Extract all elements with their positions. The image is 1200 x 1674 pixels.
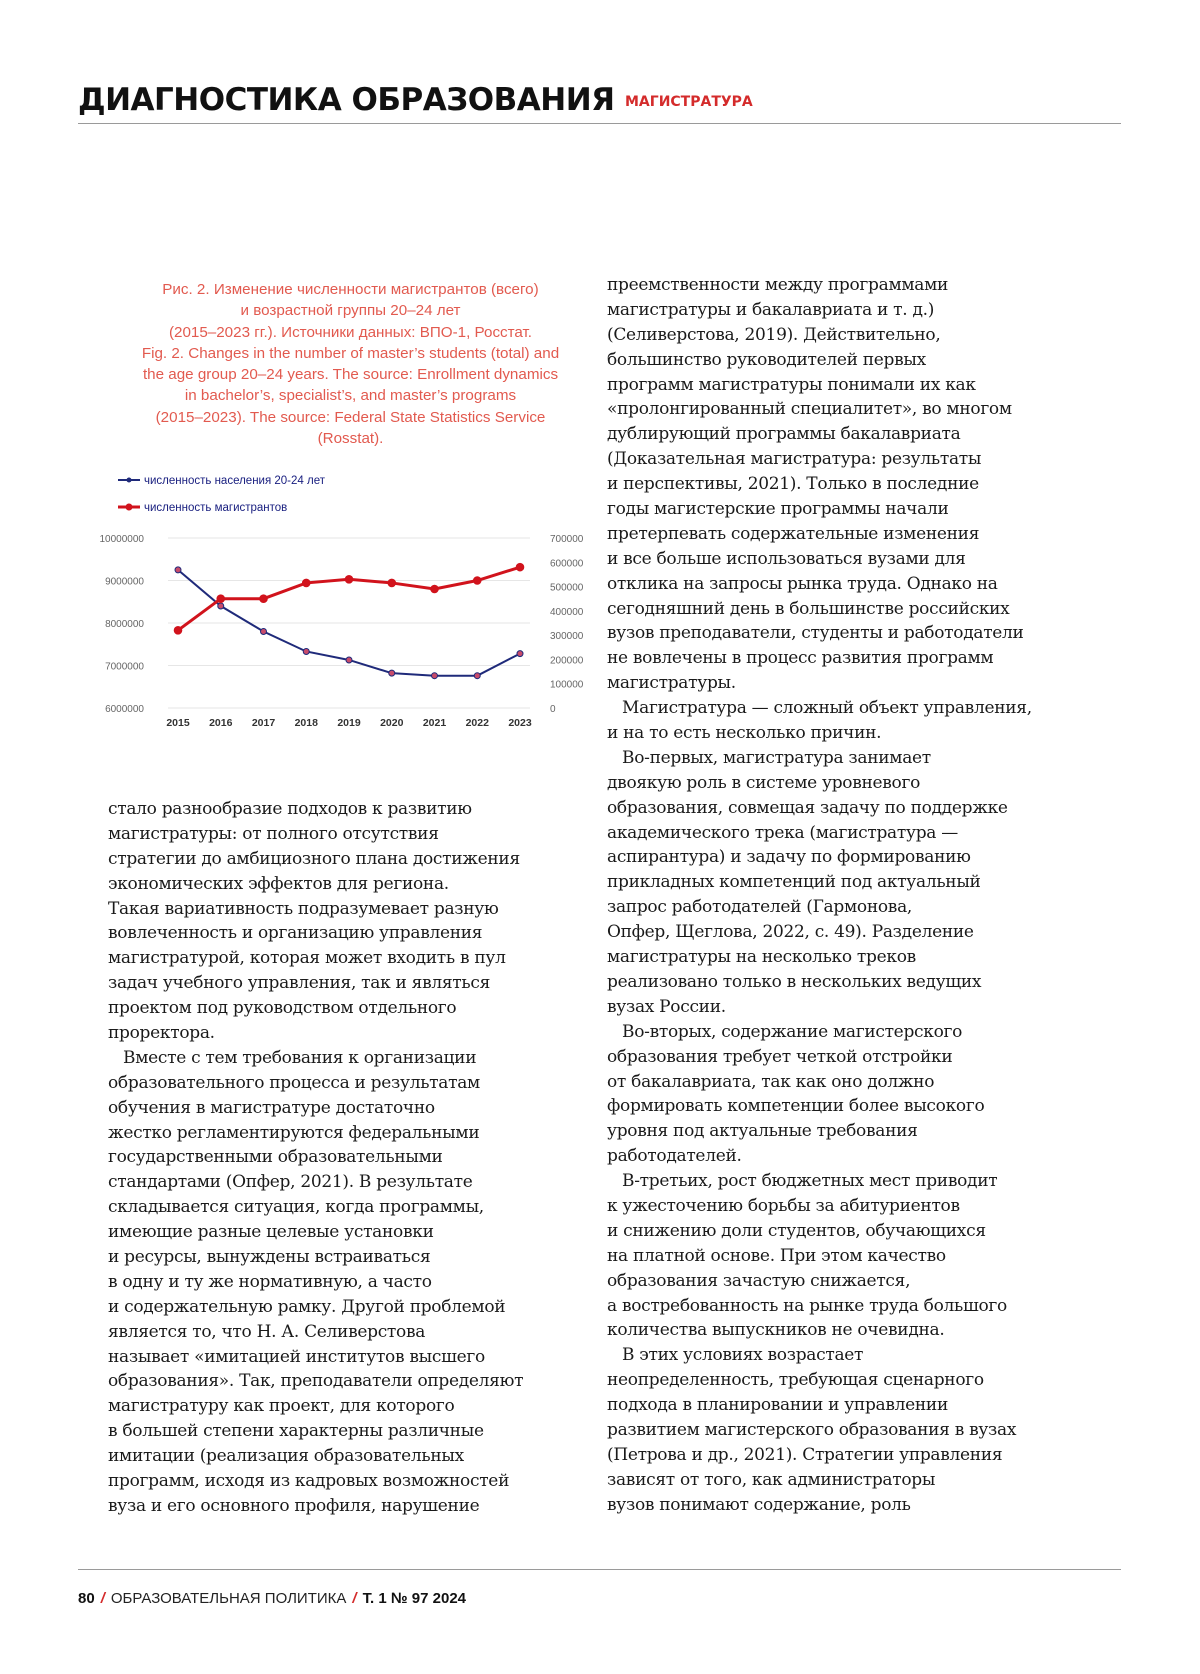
text-line: работодателей. [607, 1144, 1032, 1169]
text-line: неопределенность, требующая сценарного [607, 1368, 1032, 1393]
text-line: и все больше использоваться вузами для [607, 547, 1032, 572]
page-footer [78, 1589, 466, 1609]
journal-name: ОБРАЗОВАТЕЛЬНАЯ ПОЛИТИКА [111, 1590, 347, 1607]
text-line: обучения в магистратуре достаточно [108, 1096, 523, 1121]
caption-line: the age group 20–24 years. The source: Enrollment dynamics [108, 364, 593, 385]
text-line: количества выпускников не очевидна. [607, 1318, 1032, 1343]
y-left-tick-label: 8000000 [105, 619, 144, 630]
data-point [174, 626, 182, 634]
figure-chart [108, 464, 578, 758]
text-line: (Петрова и др., 2021). Стратегии управления [607, 1443, 1032, 1468]
text-line: магистратурой, которая может входить в пул [108, 946, 523, 971]
data-point [432, 673, 438, 679]
text-line: образования требует четкой отстройки [607, 1045, 1032, 1070]
text-line: зависят от того, как администраторы [607, 1468, 1032, 1493]
text-line: вуза и его основного профиля, нарушение [108, 1494, 523, 1519]
data-point [431, 585, 439, 593]
text-line: вовлеченность и организацию управления [108, 921, 523, 946]
x-tick-label: 2021 [423, 717, 447, 729]
legend-marker [127, 478, 132, 483]
text-line: магистратуры на несколько треков [607, 945, 1032, 970]
text-line: сегодняшний день в большинстве российских [607, 597, 1032, 622]
text-line: подхода в планировании и управлении [607, 1393, 1032, 1418]
text-line: формировать компетенции более высокого [607, 1094, 1032, 1119]
y-left-tick-label: 6000000 [105, 704, 144, 715]
text-line: (Селиверстова, 2019). Действительно, [607, 323, 1032, 348]
data-point [260, 595, 268, 603]
data-point [303, 648, 309, 654]
data-point [473, 577, 481, 585]
text-line: магистратуры. [607, 671, 1032, 696]
text-line: В этих условиях возрастает [607, 1343, 1032, 1368]
text-line: Опфер, Щеглова, 2022, с. 49). Разделение [607, 920, 1032, 945]
text-line: большинство руководителей первых [607, 348, 1032, 373]
text-line: экономических эффектов для региона. [108, 872, 523, 897]
caption-line: (Rosstat). [108, 428, 593, 449]
x-tick-label: 2022 [466, 717, 490, 729]
legend-label: численность населения 20-24 лет [144, 475, 326, 487]
text-line: проектом под руководством отдельного [108, 996, 523, 1021]
caption-line: Рис. 2. Изменение численности магистрантов (всего) [108, 279, 593, 300]
text-line: называет «имитацией институтов высшего [108, 1345, 523, 1370]
legend-label: численность магистрантов [144, 502, 287, 514]
text-line: двоякую роль в системе уровневого [607, 771, 1032, 796]
x-tick-label: 2018 [295, 717, 319, 729]
data-point [261, 629, 267, 635]
text-line: имеющие разные целевые установки [108, 1220, 523, 1245]
text-line: магистратуру как проект, для которого [108, 1394, 523, 1419]
text-line: образовательного процесса и результатам [108, 1071, 523, 1096]
footer-rule [78, 1569, 1121, 1570]
section-label: МАГИСТРАТУРА [625, 92, 753, 112]
text-line: образования». Так, преподаватели определяют [108, 1369, 523, 1394]
data-point [474, 673, 480, 679]
text-line: жестко регламентируются федеральными [108, 1121, 523, 1146]
text-line: и на то есть несколько причин. [607, 721, 1032, 746]
y-left-tick-label: 9000000 [105, 577, 144, 588]
text-line: программ, исходя из кадровых возможностей [108, 1469, 523, 1494]
text-line: развитием магистерского образования в вузах [607, 1418, 1032, 1443]
text-line: вузах России. [607, 995, 1032, 1020]
text-line: претерпевать содержательные изменения [607, 522, 1032, 547]
y-right-tick-label: 600000 [550, 558, 584, 569]
text-line: проректора. [108, 1021, 523, 1046]
caption-line: и возрастной группы 20–24 лет [108, 300, 593, 321]
data-point [388, 579, 396, 587]
text-line: программ магистратуры понимали их как [607, 373, 1032, 398]
y-left-tick-label: 7000000 [105, 662, 144, 673]
text-line: задач учебного управления, так и являться [108, 971, 523, 996]
text-line: на платной основе. При этом качество [607, 1244, 1032, 1269]
y-left-tick-label: 10000000 [100, 534, 145, 545]
text-line: (Доказательная магистратура: результаты [607, 447, 1032, 472]
figure-caption [108, 279, 593, 449]
text-column-right [607, 273, 1032, 1518]
text-line: Магистратура — сложный объект управления, [607, 696, 1032, 721]
text-line: стратегии до амбициозного плана достижения [108, 847, 523, 872]
text-line: не вовлечены в процесс развития программ [607, 646, 1032, 671]
text-line: от бакалавриата, так как оно должно [607, 1070, 1032, 1095]
text-line: «пролонгированный специалитет», во многом [607, 397, 1032, 422]
y-right-tick-label: 500000 [550, 583, 584, 594]
text-line: Во-первых, магистратура занимает [607, 746, 1032, 771]
y-right-tick-label: 400000 [550, 607, 584, 618]
y-right-tick-label: 700000 [550, 534, 584, 545]
text-line: Во-вторых, содержание магистерского [607, 1020, 1032, 1045]
text-line: и ресурсы, вынуждены встраиваться [108, 1245, 523, 1270]
text-line: и перспективы, 2021). Только в последние [607, 472, 1032, 497]
caption-line: Fig. 2. Changes in the number of master’s students (total) and [108, 343, 593, 364]
text-line: уровня под актуальные требования [607, 1119, 1032, 1144]
data-point [217, 595, 225, 603]
footer-separator: / [101, 1590, 105, 1607]
y-right-tick-label: 300000 [550, 631, 584, 642]
x-tick-label: 2020 [380, 717, 404, 729]
data-point [218, 603, 224, 609]
text-line: и содержательную рамку. Другой проблемой [108, 1295, 523, 1320]
x-tick-label: 2019 [337, 717, 361, 729]
data-point [346, 657, 352, 663]
text-line: государственными образовательными [108, 1145, 523, 1170]
text-line: является то, что Н. А. Селиверстова [108, 1320, 523, 1345]
data-point [517, 651, 523, 657]
text-line: имитации (реализация образовательных [108, 1444, 523, 1469]
page-number: 80 [78, 1590, 95, 1607]
text-line: в большей степени характерны различные [108, 1419, 523, 1444]
text-line: и снижению доли студентов, обучающихся [607, 1219, 1032, 1244]
x-tick-label: 2015 [166, 717, 190, 729]
data-point [516, 563, 524, 571]
text-line: стало разнообразие подходов к развитию [108, 797, 523, 822]
y-right-tick-label: 100000 [550, 680, 584, 691]
line-chart [108, 464, 578, 754]
text-line: отклика на запросы рынка труда. Однако на [607, 572, 1032, 597]
caption-line: (2015–2023 гг.). Источники данных: ВПО-1, Росстат. [108, 322, 593, 343]
caption-line: in bachelor’s, specialist’s, and master’s programs [108, 385, 593, 406]
text-line: образования зачастую снижается, [607, 1269, 1032, 1294]
x-tick-label: 2023 [508, 717, 532, 729]
data-point [302, 579, 310, 587]
data-point [389, 670, 395, 676]
x-tick-label: 2016 [209, 717, 233, 729]
y-right-tick-label: 0 [550, 704, 556, 715]
text-line: годы магистерские программы начали [607, 497, 1032, 522]
text-line: преемственности между программами [607, 273, 1032, 298]
y-right-tick-label: 200000 [550, 655, 584, 666]
text-line: академического трека (магистратура — [607, 821, 1032, 846]
text-line: Такая вариативность подразумевает разную [108, 897, 523, 922]
text-line: магистратуры и бакалавриата и т. д.) [607, 298, 1032, 323]
text-line: В-третьих, рост бюджетных мест приводит [607, 1169, 1032, 1194]
text-line: прикладных компетенций под актуальный [607, 870, 1032, 895]
x-tick-label: 2017 [252, 717, 276, 729]
data-point [175, 567, 181, 573]
journal-rubric-title: ДИАГНОСТИКА ОБРАЗОВАНИЯ [78, 80, 615, 120]
text-line: дублирующий программы бакалавриата [607, 422, 1032, 447]
header-rule [78, 123, 1121, 124]
text-line: Вместе с тем требования к организации [108, 1046, 523, 1071]
text-column-left [108, 797, 523, 1519]
legend-marker [126, 504, 133, 511]
text-line: вузов преподаватели, студенты и работодатели [607, 621, 1032, 646]
text-line: образования, совмещая задачу по поддержке [607, 796, 1032, 821]
footer-separator: / [352, 1590, 356, 1607]
text-line: стандартами (Опфер, 2021). В результате [108, 1170, 523, 1195]
text-line: вузов понимают содержание, роль [607, 1493, 1032, 1518]
data-point [345, 575, 353, 583]
issue-info: Т. 1 № 97 2024 [363, 1590, 466, 1607]
text-line: запрос работодателей (Гармонова, [607, 895, 1032, 920]
text-line: магистратуры: от полного отсутствия [108, 822, 523, 847]
text-line: к ужесточению борьбы за абитуриентов [607, 1194, 1032, 1219]
text-line: реализовано только в нескольких ведущих [607, 970, 1032, 995]
text-line: в одну и ту же нормативную, а часто [108, 1270, 523, 1295]
running-header [78, 80, 1121, 120]
caption-line: (2015–2023). The source: Federal State Statistics Service [108, 407, 593, 428]
text-line: аспирантура) и задачу по формированию [607, 845, 1032, 870]
text-line: а востребованность на рынке труда большого [607, 1294, 1032, 1319]
text-line: складывается ситуация, когда программы, [108, 1195, 523, 1220]
